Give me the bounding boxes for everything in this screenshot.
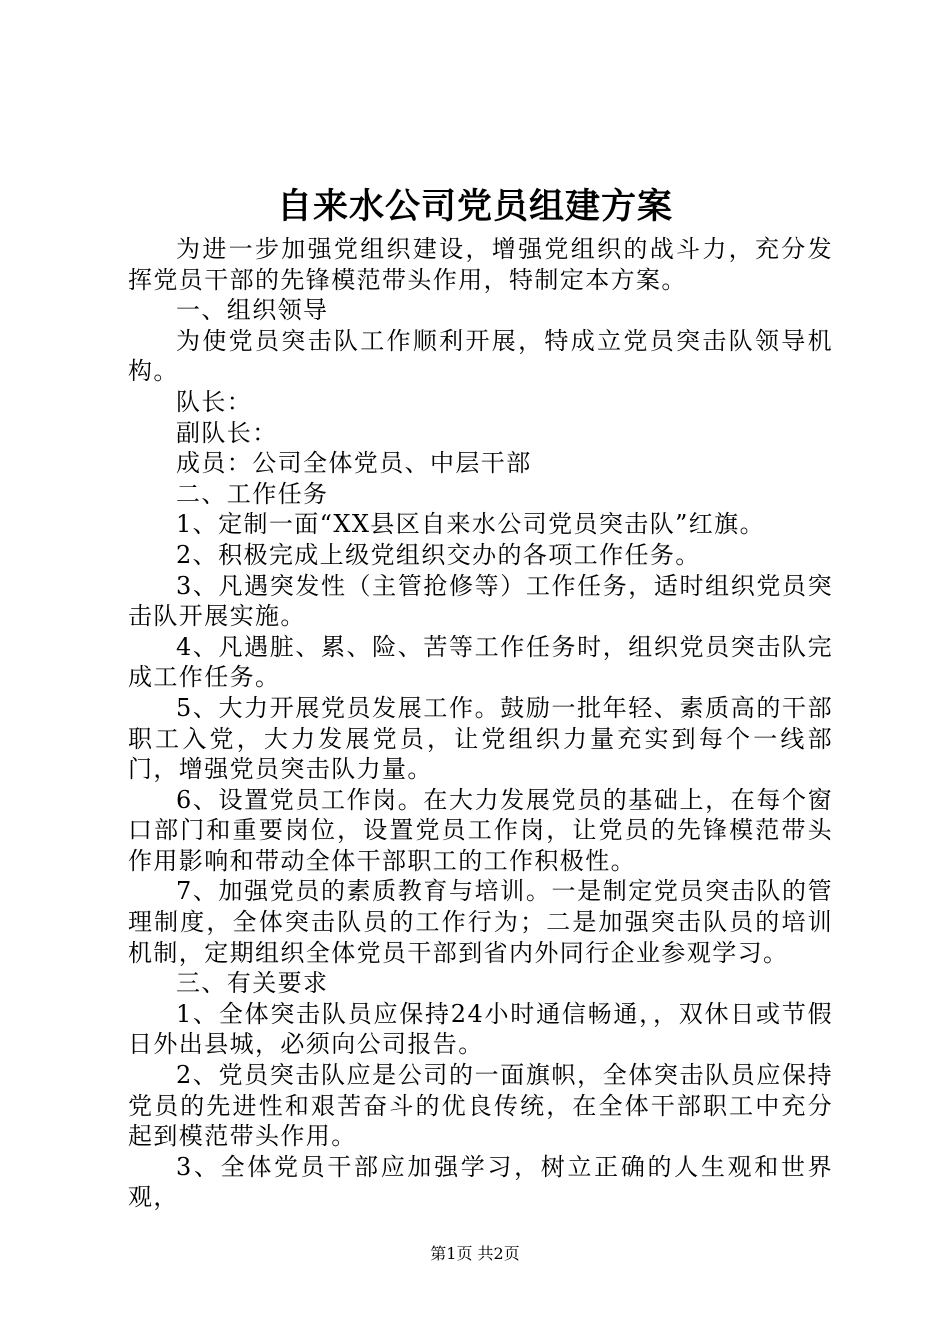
paragraph: 为使党员突击队工作顺利开展，特成立党员突击队领导机构。 bbox=[128, 326, 833, 386]
document-body bbox=[128, 234, 833, 1213]
section-heading-2: 二、工作任务 bbox=[176, 479, 329, 508]
document-title: 自来水公司党员组建方案 bbox=[276, 187, 673, 227]
section-heading-1: 一、组织领导 bbox=[176, 296, 329, 325]
paragraph-intro: 为进一步加强党组织建设，增强党组织的战斗力，充分发挥党员干部的先锋模范带头作用，特制定本方案。 bbox=[128, 235, 833, 294]
list-item: 5、大力开展党员发展工作。鼓励一批年轻、素质高的干部职工入党，大力发展党员，让党组织力量充实到每个一线部门，增强党员突击队力量。 bbox=[128, 693, 833, 784]
list-item: 2、党员突击队应是公司的一面旗帜，全体突击队员应保持党员的先进性和艰苦奋斗的优良传统，在全体干部职工中充分起到模范带头作用。 bbox=[128, 1061, 833, 1151]
paragraph-leader: 队长： bbox=[176, 387, 253, 416]
list-item: 6、设置党员工作岗。在大力发展党员的基础上，在每个窗口部门和重要岗位，设置党员工作岗，让党员的先锋模范带头作用影响和带动全体干部职工的工作积极性。 bbox=[128, 785, 833, 875]
paragraph-members: 成员：公司全体党员、中层干部 bbox=[176, 449, 532, 478]
list-item: 7、加强党员的素质教育与培训。一是制定党员突击队的管理制度，全体突击队员的工作行为；二是加强突击队员的培训机制，定期组织全体党员干部到省内外同行企业参观学习。 bbox=[128, 877, 833, 967]
list-item: 1、全体突击队员应保持24小时通信畅通，，双休日或节假日外出县城，必须向公司报告。 bbox=[128, 999, 833, 1059]
list-item: 3、凡遇突发性（主管抢修等）工作任务，适时组织党员突击队开展实施。 bbox=[128, 571, 833, 631]
list-item: 4、凡遇脏、累、险、苦等工作任务时，组织党员突击队完成工作任务。 bbox=[128, 632, 833, 692]
list-item: 1、定制一面“XX县区自来水公司党员突击队”红旗。 bbox=[176, 510, 765, 539]
list-item: 3、全体党员干部应加强学习，树立正确的人生观和世界观， bbox=[128, 1152, 833, 1212]
list-item: 2、积极完成上级党组织交办的各项工作任务。 bbox=[176, 540, 701, 569]
section-heading-3: 三、有关要求 bbox=[176, 969, 329, 998]
paragraph-deputy-leader: 副队长： bbox=[176, 418, 278, 447]
page-number-footer: 第1页 共2页 bbox=[430, 1244, 520, 1263]
